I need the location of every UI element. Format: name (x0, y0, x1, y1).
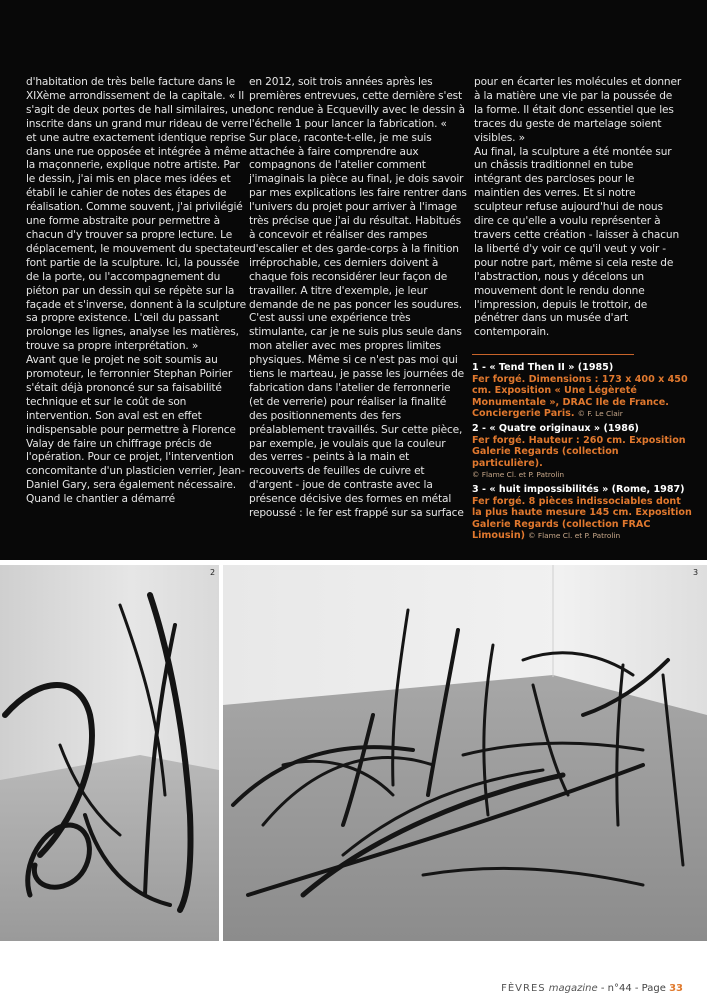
caption-1 (472, 362, 692, 420)
caption-2-detail: Fer forgé. Hauteur : 260 cm. Exposition Galerie Regards (collection particulière). (472, 434, 686, 469)
sculpture-photo-3 (223, 565, 707, 941)
caption-2-credit: © Flame Cl. et P. Patrolin (472, 470, 565, 480)
caption-2-title: 2 - « Quatre originaux » (1986) (472, 422, 639, 434)
column1-paragraph-1: d'habitation de très belle facture dans le XIXème arrondissement de la capitale. « Il s'agit de deux portes de hall similaires, une inscrite dans un grand mur rideau de verre et une autre exactement identique reprise dans une rue opposée et intégrée à même la maçonnerie, explique notre artiste. Par le dessin, j'ai mis en place mes idées et établi le cahier de notes des étapes de réalisation. Comme souvent, j'ai privilégié une forme abstraite pour permettre à chacun d'y trouver sa propre lecture. Le déplacement, le mouvement du spectateur font partie de la sculpture. Ici, la poussée de la porte, ou l'accompagnement du piéton par un dessin qui se répète sur la façade et s'inverse, donnent à la sculpture sa propre existence. L'œil du passant prolonge les lignes, analyse les matières, trouve sa propre interprétation. » (26, 76, 251, 353)
footer-brand: FÈVRES (501, 983, 546, 994)
caption-3 (472, 484, 692, 542)
caption-3-detail: Fer forgé. 8 pièces indissociables dont la plus haute mesure 145 cm. Exposition Galerie Regards (collection FRAC Limousin) (472, 495, 692, 542)
captions-block (472, 362, 692, 545)
caption-2 (472, 423, 692, 481)
text-column-2 (249, 76, 467, 521)
caption-separator (472, 354, 634, 355)
caption-1-detail: Fer forgé. Dimensions : 173 x 400 x 450 cm. Exposition « Une Légèreté Monumentale », DRAC Ile de France. Conciergerie Paris. (472, 373, 688, 420)
caption-1-credit: © F. Le Clair (577, 409, 623, 419)
footer-issue: - n°44 - Page (600, 983, 666, 994)
page-footer (501, 983, 683, 994)
column3-paragraph-2: Au final, la sculpture a été montée sur un châssis traditionnel en tube intégrant des parcloses pour le maintien des verres. Et si notre sculpteur refuse aujourd'hui de nous dire ce qu'elle a voulu représenter à travers cette création - laisser à chacun la liberté d'y voir ce qu'il veut y voir - pour notre part, même si cela reste de l'abstraction, nous y décelons un mouvement dont le rendu donne l'impression, depuis le trottoir, de pénétrer dans un musée d'art contemporain. (474, 145, 680, 339)
caption-3-title: 3 - « huit impossibilités » (Rome, 1987) (472, 483, 685, 495)
caption-1-title: 1 - « Tend Then II » (1985) (472, 362, 614, 373)
text-column-1 (26, 76, 252, 507)
photo-3-number: 3 (693, 568, 699, 577)
caption-3-credit: © Flame Cl. et P. Patrolin (528, 531, 621, 541)
footer-page-number: 33 (669, 983, 683, 994)
photo-2-number: 2 (210, 568, 216, 577)
column3-paragraph-1: pour en écarter les molécules et donner à la matière une vie par la poussée de la forme. Il était donc essentiel que les traces du geste de martelage soient visibles. » (474, 76, 682, 144)
column2-paragraph-1: en 2012, soit trois années après les premières entrevues, cette dernière s'est donc rendue à Ecquevilly avec le dessin à l'échelle 1 pour lancer la fabrication. « Sur place, raconte-t-elle, je me suis attachée à faire comprendre aux compagnons de l'atelier comment j'imaginais la pièce au final, je dois savoir par mes explications les faire rentrer dans l'univers du projet pour arriver à l'image très précise que j'ai du résultat. Habitués à concevoir et réaliser des rampes d'escalier et des garde-corps à la finition irréprochable, ces derniers doivent à chaque fois reconsidérer leur façon de travailler. A titre d'exemple, je leur demande de ne pas poncer les soudures. C'est aussi une expérience très stimulante, car je ne suis plus seule dans mon atelier avec mes propres limites physiques. Même si ce n'est pas moi qui tiens le marteau, je passe les journées de fabrication dans l'atelier de ferronnerie (et de verrerie) pour réaliser la finalité des positionnements des fers préalablement travaillés. Sur cette pièce, par exemple, je voulais que la couleur des verres - peints à la main et recouverts de feuilles de cuivre et d'argent - joue de contraste avec la présence décisive des formes en métal repoussé : le fer est frappé sur sa surface (249, 76, 467, 520)
footer-magazine-label: magazine (548, 983, 598, 994)
text-column-3 (474, 76, 682, 340)
sculpture-photo-2 (0, 565, 219, 941)
column1-paragraph-2: Avant que le projet ne soit soumis au promoteur, le ferronnier Stephan Poirier s'était déjà prononcé sur sa faisabilité technique et sur le coût de son intervention. Son aval est en effet indispensable pour permettre à Florence Valay de faire un chiffrage précis de l'opération. Pour ce projet, l'intervention concomitante d'un plasticien verrier, Jean-Daniel Gary, sera également nécessaire. Quand le chantier a démarré (26, 354, 245, 506)
